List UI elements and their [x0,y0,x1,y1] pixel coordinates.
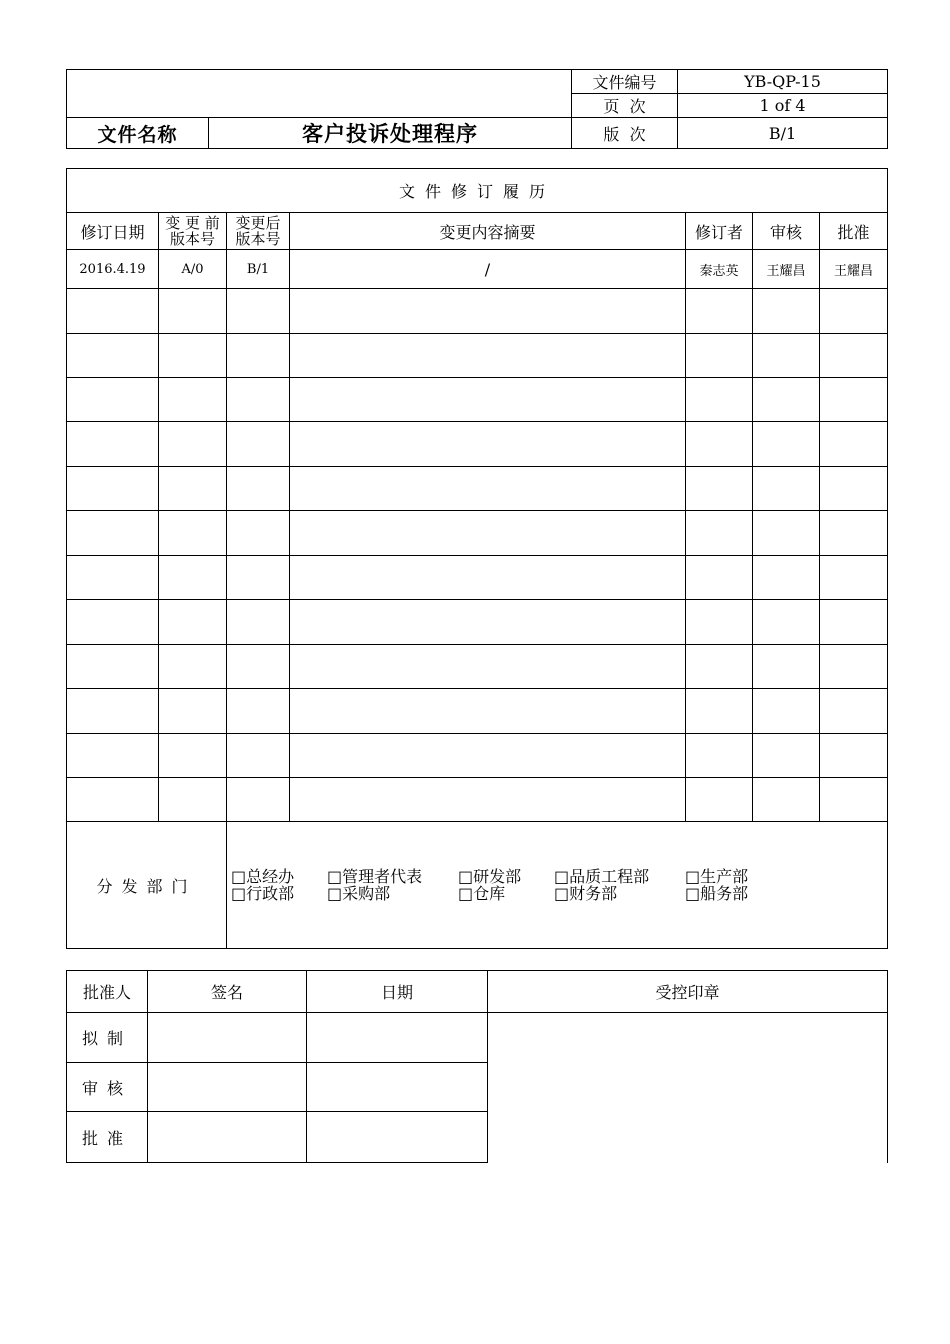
col-after-version [227,213,290,250]
row-after: B/1 [227,250,290,289]
page-label: 页 次 [572,94,678,118]
dept-checkbox[interactable]: □仓库 [458,884,506,903]
row-reviewer: 王耀昌 [753,250,820,289]
revision-history-table [66,168,888,949]
stamp-area [488,1013,888,1163]
col-controlled-stamp: 受控印章 [488,971,888,1013]
signature-field[interactable] [148,1013,307,1063]
row-review-label: 审核 [67,1063,148,1112]
row-reviser: 秦志英 [686,250,753,289]
header-blank [67,70,572,118]
dept-checkbox[interactable]: □生产部 [685,867,749,886]
revision-title: 文件修订履历 [67,169,888,213]
doc-no-value: YB-QP-15 [678,70,888,94]
table-row [67,556,888,600]
dept-checkbox[interactable]: □品质工程部 [554,867,650,886]
dept-checkbox[interactable]: □行政部 [231,884,295,903]
doc-no-label: 文件编号 [572,70,678,94]
row-before: A/0 [159,250,227,289]
table-row [67,334,888,378]
col-reviewer: 审核 [753,213,820,250]
col-before-line1: 变 更 前 [165,214,220,232]
version-value: B/1 [678,118,888,149]
table-row [67,734,888,778]
table-row [67,778,888,822]
document-header [66,69,888,149]
signature-field[interactable] [148,1112,307,1163]
doc-name-value: 客户投诉处理程序 [209,118,572,149]
table-row [67,378,888,422]
row-summary: / [290,250,686,289]
col-before-line2: 版本号 [169,230,215,248]
dept-checkbox[interactable]: □管理者代表 [327,867,423,886]
departments-row-1 [231,868,887,885]
col-signature: 签名 [148,971,307,1013]
date-field[interactable] [307,1013,488,1063]
col-reviser: 修订者 [686,213,753,250]
table-row [67,511,888,556]
table-row [67,250,888,289]
col-after-line2: 版本号 [235,230,281,248]
version-label: 版 次 [572,118,678,149]
approval-table [66,970,888,1163]
dept-checkbox[interactable]: □采购部 [327,884,391,903]
dept-checkbox[interactable]: □财务部 [554,884,618,903]
distribution-departments [227,822,888,949]
doc-name-label: 文件名称 [67,118,209,149]
page-value: 1 of 4 [678,94,888,118]
date-field[interactable] [307,1063,488,1112]
dept-checkbox[interactable]: □总经办 [231,867,295,886]
col-revision-date: 修订日期 [67,213,159,250]
row-approver: 王耀昌 [820,250,888,289]
dept-checkbox[interactable]: □船务部 [685,884,749,903]
signature-field[interactable] [148,1063,307,1112]
col-date: 日期 [307,971,488,1013]
table-row [67,467,888,511]
col-summary: 变更内容摘要 [290,213,686,250]
col-before-version [159,213,227,250]
table-row [67,645,888,689]
col-approver: 批准 [820,213,888,250]
table-row [67,600,888,645]
dept-checkbox[interactable]: □研发部 [458,867,522,886]
date-field[interactable] [307,1112,488,1163]
col-after-line1: 变更后 [235,214,281,232]
table-row [67,689,888,734]
table-row [67,422,888,467]
row-date: 2016.4.19 [67,250,159,289]
table-row [67,289,888,334]
col-approver-person: 批准人 [67,971,148,1013]
distribution-label: 分发部门 [67,822,227,949]
departments-row-2 [231,885,887,902]
row-draft-label: 拟制 [67,1013,148,1063]
row-approve-label: 批准 [67,1112,148,1163]
